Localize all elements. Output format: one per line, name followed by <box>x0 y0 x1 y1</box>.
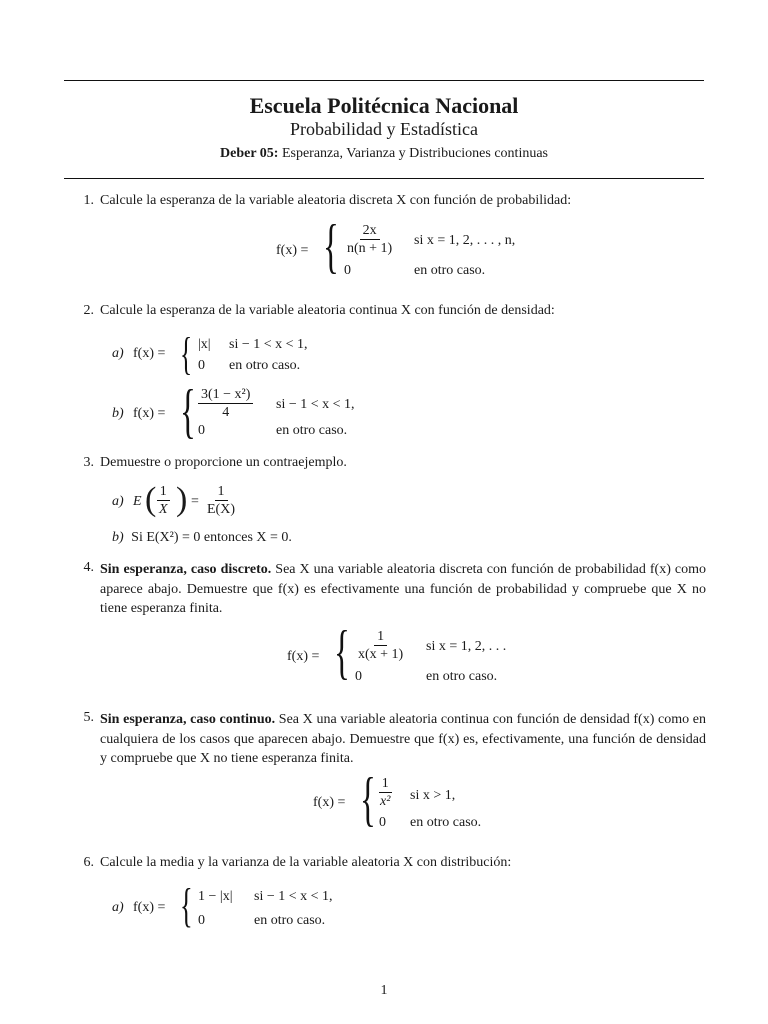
problem-5-formula <box>313 766 533 835</box>
course-title: Probabilidad y Estadística <box>290 119 478 139</box>
problem-3a-formula <box>112 482 312 524</box>
p4-lhs: f(x) = <box>287 649 320 664</box>
p2a-zero: 0 <box>198 358 205 373</box>
p4-condition-1: si x = 1, 2, . . . <box>426 639 507 654</box>
p3a-equals: = <box>191 494 199 509</box>
problem-6-number: 6. <box>83 855 94 870</box>
problem-5-text <box>100 710 706 769</box>
p3a-E: E <box>133 494 142 509</box>
p2b-label: b) <box>112 406 124 421</box>
p3a-fraction <box>156 483 171 518</box>
p2a-label: a) <box>112 346 124 361</box>
p2a-lhs: f(x) = <box>133 346 166 361</box>
p3a-rhs-fraction <box>204 483 238 518</box>
problem-4-body: Sea X una variable aleatoria discreta con función de probabilidad f(x) como aparece abajo. Demuestre que f(x) es efectivamente una función de probabilidad y compruebe que X no tiene esperanza finita. <box>100 562 706 616</box>
p5-lhs: f(x) = <box>313 795 346 810</box>
p6a-condition-1: si − 1 < x < 1, <box>254 889 333 904</box>
p6a-zero: 0 <box>198 913 205 928</box>
problem-1-text: Calcule la esperanza de la variable aleatoria discreta X con función de probabilidad: <box>100 193 572 208</box>
p2b-lhs: f(x) = <box>133 406 166 421</box>
problem-2a-formula <box>112 328 412 380</box>
p2b-fraction <box>198 386 253 421</box>
p3a-left-paren: ( <box>145 481 157 518</box>
p1-condition-2: en otro caso. <box>414 263 486 278</box>
p4-condition-2: en otro caso. <box>426 669 498 684</box>
p1-denominator: n(n + 1) <box>347 241 393 256</box>
problem-5-body: Sea X una variable aleatoria continua con función de densidad f(x) como en cualquiera de los casos que aparecen abajo. Demuestre que f(x) es, efectivamente, una función de densidad y compruebe que X no tiene esperanza finita. <box>100 712 707 766</box>
assignment-topic: Esperanza, Varianza y Distribuciones continuas <box>281 146 548 161</box>
p2b-denominator: 4 <box>222 405 230 420</box>
p4-numerator: 1 <box>374 628 387 646</box>
p3a-numerator: 1 <box>157 483 170 501</box>
p5-fraction <box>377 775 393 810</box>
problem-4-number: 4. <box>83 560 94 575</box>
p3a-denominator: X <box>159 502 168 517</box>
p3a-rhs-numerator: 1 <box>215 483 228 501</box>
problem-1-number: 1. <box>83 193 94 208</box>
p1-numerator: 2x <box>360 222 380 240</box>
p3a-label: a) <box>112 494 124 509</box>
p3b-text: Si E(X²) = 0 entonces X = 0. <box>131 530 292 545</box>
p3a-right-paren: ) <box>176 481 188 518</box>
p4-fraction <box>355 628 406 663</box>
p5-condition-2: en otro caso. <box>410 815 482 830</box>
p2a-condition-1: si − 1 < x < 1, <box>229 337 308 352</box>
p5-numerator: 1 <box>379 775 392 793</box>
problem-5-bold: Sin esperanza, caso continuo. <box>100 712 276 727</box>
assignment-label: Deber 05: <box>220 146 279 161</box>
problem-2-number: 2. <box>83 303 94 318</box>
p6a-brace: { <box>180 879 193 932</box>
p1-lhs: f(x) = <box>276 243 309 258</box>
p1-condition-1: si x = 1, 2, . . . , n, <box>414 233 516 248</box>
p3b-label: b) <box>112 530 124 545</box>
p4-zero: 0 <box>355 669 362 684</box>
problem-2b-formula <box>112 378 432 446</box>
p6a-label: a) <box>112 900 124 915</box>
p2b-numerator: 3(1 − x²) <box>198 386 253 404</box>
problem-4-bold: Sin esperanza, caso discreto. <box>100 562 272 577</box>
p2a-condition-2: en otro caso. <box>229 358 301 373</box>
problem-6-text: Calcule la media y la varianza de la variable aleatoria X con distribución: <box>100 855 512 870</box>
p2b-brace: { <box>180 378 196 444</box>
page-number: 1 <box>380 983 388 998</box>
problem-3-number: 3. <box>83 455 94 470</box>
problem-4-formula <box>287 619 567 690</box>
p5-condition-1: si x > 1, <box>410 788 456 803</box>
problem-6a-formula <box>112 879 412 932</box>
p1-fraction <box>344 222 395 257</box>
p1-brace: { <box>323 213 339 279</box>
assignment-title <box>64 146 704 162</box>
p6a-expr: 1 − |x| <box>198 889 233 904</box>
header-bottom-rule <box>64 178 704 179</box>
p2b-condition-1: si − 1 < x < 1, <box>276 397 355 412</box>
problem-5-number: 5. <box>83 710 94 725</box>
problem-2-text: Calcule la esperanza de la variable aleatoria continua X con función de densidad: <box>100 303 555 318</box>
p5-denominator: x² <box>380 794 391 809</box>
problem-3b <box>112 528 292 548</box>
p1-zero: 0 <box>344 263 351 278</box>
p5-brace: { <box>360 766 376 832</box>
p2b-condition-2: en otro caso. <box>276 423 348 438</box>
problem-3-text: Demuestre o proporcione un contraejemplo. <box>100 455 347 470</box>
p2a-expr: |x| <box>198 337 211 352</box>
p4-brace: { <box>334 619 350 685</box>
p6a-condition-2: en otro caso. <box>254 913 326 928</box>
p2a-brace: { <box>180 328 193 379</box>
p6a-lhs: f(x) = <box>133 900 166 915</box>
p5-zero: 0 <box>379 815 386 830</box>
problem-1-formula <box>276 213 576 284</box>
school-title: Escuela Politécnica Nacional <box>249 93 519 118</box>
top-rule <box>64 80 704 81</box>
p4-denominator: x(x + 1) <box>358 647 404 662</box>
p2b-zero: 0 <box>198 423 205 438</box>
p3a-rhs-denominator: E(X) <box>207 502 235 517</box>
problem-4-text <box>100 560 706 619</box>
